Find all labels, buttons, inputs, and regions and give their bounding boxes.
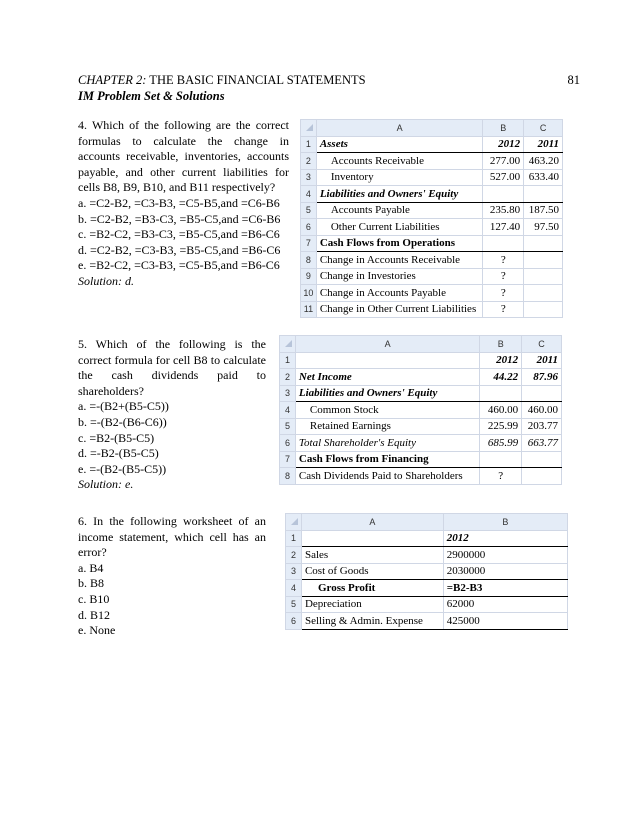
row-header[interactable]: 2	[286, 547, 302, 564]
worksheet-q5	[279, 335, 562, 485]
row-header[interactable]: 8	[280, 468, 296, 485]
cell-c2[interactable]: 463.20	[524, 153, 563, 170]
cell-c6[interactable]: 663.77	[522, 435, 562, 452]
column-header-a[interactable]: A	[295, 336, 479, 353]
column-header-b[interactable]: B	[443, 514, 567, 531]
row-header[interactable]: 1	[280, 352, 296, 369]
cell-b9[interactable]: ?	[483, 268, 524, 285]
cell-a2[interactable]: Accounts Receivable	[316, 153, 483, 170]
column-header-a[interactable]: A	[316, 120, 483, 137]
cell-a11[interactable]: Change in Other Current Liabilities	[316, 301, 483, 318]
row-header[interactable]: 4	[301, 186, 317, 203]
row-header[interactable]: 7	[280, 451, 296, 468]
question-4-option-c: c. =B2-C2, =B3-C3, =B5-C5,and =B6-C6	[78, 227, 280, 242]
question-4-option-d: d. =C2-B2, =C3-B3, =B5-C5,and =B6-C6	[78, 242, 281, 257]
cell-b8[interactable]: ?	[483, 252, 524, 269]
cell-a1[interactable]	[301, 530, 443, 547]
cell-c5[interactable]: 203.77	[522, 418, 562, 435]
row-header[interactable]: 5	[301, 202, 317, 219]
cell-a5[interactable]: Retained Earnings	[295, 418, 479, 435]
cell-a4[interactable]: Common Stock	[295, 402, 479, 419]
cell-b4[interactable]: 460.00	[480, 402, 522, 419]
cell-c6[interactable]: 97.50	[524, 219, 563, 236]
question-5-option-a: a. =-(B2+(B5-C5))	[78, 399, 169, 414]
question-6-option-b: b. B8	[78, 576, 105, 591]
cell-c1[interactable]: 2011	[522, 352, 562, 369]
cell-a6[interactable]: Total Shareholder's Equity	[295, 435, 479, 452]
select-all-corner[interactable]	[286, 514, 302, 531]
column-header-a[interactable]: A	[301, 514, 443, 531]
cell-b4[interactable]	[483, 186, 524, 203]
cell-a7[interactable]: Cash Flows from Operations	[316, 235, 483, 252]
cell-c9[interactable]	[524, 268, 563, 285]
cell-a7[interactable]: Cash Flows from Financing	[295, 451, 479, 468]
chapter-label: CHAPTER 2:	[78, 73, 147, 87]
cell-b1[interactable]: 2012	[443, 530, 567, 547]
cell-a2[interactable]: Net Income	[295, 369, 479, 386]
row-header[interactable]: 1	[301, 136, 317, 153]
cell-b2[interactable]: 2900000	[443, 547, 567, 564]
row-header[interactable]: 6	[280, 435, 296, 452]
cell-c4[interactable]	[524, 186, 563, 203]
cell-a9[interactable]: Change in Investories	[316, 268, 483, 285]
cell-a6[interactable]: Other Current Liabilities	[316, 219, 483, 236]
cell-b4[interactable]: =B2-B3	[443, 580, 567, 597]
question-4-solution: Solution: d.	[78, 273, 134, 288]
row-header[interactable]: 6	[301, 219, 317, 236]
question-5-option-e: e. =-(B2-(B5-C5))	[78, 461, 167, 476]
row-header[interactable]: 11	[301, 301, 317, 318]
cell-c10[interactable]	[524, 285, 563, 302]
chapter-title: THE BASIC FINANCIAL STATEMENTS	[146, 73, 366, 87]
cell-c7[interactable]	[524, 235, 563, 252]
question-4-option-a: a. =C2-B2, =C3-B3, =C5-B5,and =C6-B6	[78, 195, 280, 210]
cell-b2[interactable]: 277.00	[483, 153, 524, 170]
row-header[interactable]: 10	[301, 285, 317, 302]
cell-a4[interactable]: Gross Profit	[301, 580, 443, 597]
question-4-option-b: b. =C2-B2, =B3-C3, =B5-C5,and =C6-B6	[78, 211, 281, 226]
cell-c11[interactable]	[524, 301, 563, 318]
row-header[interactable]: 3	[280, 385, 296, 402]
question-4-text: 4. Which of the following are the correct formulas to calculate the change in accounts receivable, inventories, accounts payable, and other current liabilities for cells B8, B9, B10, and B11 respectively?	[78, 118, 289, 195]
cell-c2[interactable]: 87.96	[522, 369, 562, 386]
question-5-option-b: b. =-(B2-(B6-C6))	[78, 414, 167, 429]
cell-b10[interactable]: ?	[483, 285, 524, 302]
cell-a8[interactable]: Change in Accounts Receivable	[316, 252, 483, 269]
cell-b6[interactable]: 127.40	[483, 219, 524, 236]
select-all-corner[interactable]	[280, 336, 296, 353]
row-header[interactable]: 5	[286, 596, 302, 613]
row-header[interactable]: 9	[301, 268, 317, 285]
cell-b6[interactable]: 425000	[443, 613, 567, 630]
select-all-corner[interactable]	[301, 120, 317, 137]
question-4-option-e: e. =B2-C2, =C3-B3, =C5-B5,and =B6-C6	[78, 258, 280, 273]
page-number: 81	[567, 73, 580, 87]
cell-a5[interactable]: Accounts Payable	[316, 202, 483, 219]
column-header-b[interactable]: B	[480, 336, 522, 353]
question-5-option-c: c. =B2-(B5-C5)	[78, 430, 155, 445]
cell-b3[interactable]: 527.00	[483, 169, 524, 186]
column-header-b[interactable]: B	[483, 120, 524, 137]
question-6-option-c: c. B10	[78, 591, 110, 606]
cell-a3[interactable]: Inventory	[316, 169, 483, 186]
cell-c8[interactable]	[524, 252, 563, 269]
cell-b1[interactable]: 2012	[480, 352, 522, 369]
question-6-option-a: a. B4	[78, 560, 104, 575]
question-6-option-d: d. B12	[78, 607, 111, 622]
cell-b5[interactable]: 225.99	[480, 418, 522, 435]
question-5-solution: Solution: e.	[78, 477, 134, 492]
row-header[interactable]: 7	[301, 235, 317, 252]
cell-b8[interactable]: ?	[480, 468, 522, 485]
cell-a8[interactable]: Cash Dividends Paid to Shareholders	[295, 468, 479, 485]
row-header[interactable]: 1	[286, 530, 302, 547]
question-5-option-d: d. =-B2-(B5-C5)	[78, 446, 159, 461]
question-6-text: 6. In the following worksheet of an income statement, which cell has an error?	[78, 514, 266, 560]
cell-a2[interactable]: Sales	[301, 547, 443, 564]
cell-b7[interactable]	[480, 451, 522, 468]
cell-c7[interactable]	[522, 451, 562, 468]
row-header[interactable]: 6	[286, 613, 302, 630]
column-header-c[interactable]: C	[524, 120, 563, 137]
cell-a6[interactable]: Selling & Admin. Expense	[301, 613, 443, 630]
cell-c5[interactable]: 187.50	[524, 202, 563, 219]
cell-a1[interactable]: Assets	[316, 136, 483, 153]
question-6	[78, 514, 266, 639]
cell-a1[interactable]	[295, 352, 479, 369]
cell-a10[interactable]: Change in Accounts Payable	[316, 285, 483, 302]
row-header[interactable]: 3	[286, 563, 302, 580]
cell-b2[interactable]: 44.22	[480, 369, 522, 386]
chapter-subtitle: IM Problem Set & Solutions	[78, 89, 225, 103]
row-header[interactable]: 8	[301, 252, 317, 269]
question-6-option-e: e. None	[78, 623, 116, 638]
cell-b1[interactable]: 2012	[483, 136, 524, 153]
cell-c3[interactable]	[522, 385, 562, 402]
cell-b3[interactable]: 2030000	[443, 563, 567, 580]
row-header[interactable]: 5	[280, 418, 296, 435]
page-header	[78, 72, 580, 104]
cell-c1[interactable]: 2011	[524, 136, 563, 153]
cell-c4[interactable]: 460.00	[522, 402, 562, 419]
cell-c3[interactable]: 633.40	[524, 169, 563, 186]
cell-a3[interactable]: Liabilities and Owners' Equity	[295, 385, 479, 402]
cell-b5[interactable]: 62000	[443, 596, 567, 613]
worksheet-q4	[300, 119, 563, 318]
row-header[interactable]: 4	[280, 402, 296, 419]
cell-b3[interactable]	[480, 385, 522, 402]
cell-c8[interactable]	[522, 468, 562, 485]
row-header[interactable]: 3	[301, 169, 317, 186]
cell-b6[interactable]: 685.99	[480, 435, 522, 452]
question-5	[78, 337, 266, 493]
cell-b11[interactable]: ?	[483, 301, 524, 318]
cell-b7[interactable]	[483, 235, 524, 252]
question-5-text: 5. Which of the following is the correct formula for cell B8 to calculate the cash dividends paid to shareholders?	[78, 337, 266, 398]
question-4	[78, 118, 289, 290]
column-header-c[interactable]: C	[522, 336, 562, 353]
row-header[interactable]: 2	[280, 369, 296, 386]
cell-a5[interactable]: Depreciation	[301, 596, 443, 613]
cell-a3[interactable]: Cost of Goods	[301, 563, 443, 580]
cell-b5[interactable]: 235.80	[483, 202, 524, 219]
chapter-heading	[78, 72, 580, 88]
cell-a4[interactable]: Liabilities and Owners' Equity	[316, 186, 483, 203]
worksheet-q6	[285, 513, 568, 630]
row-header[interactable]: 4	[286, 580, 302, 597]
row-header[interactable]: 2	[301, 153, 317, 170]
